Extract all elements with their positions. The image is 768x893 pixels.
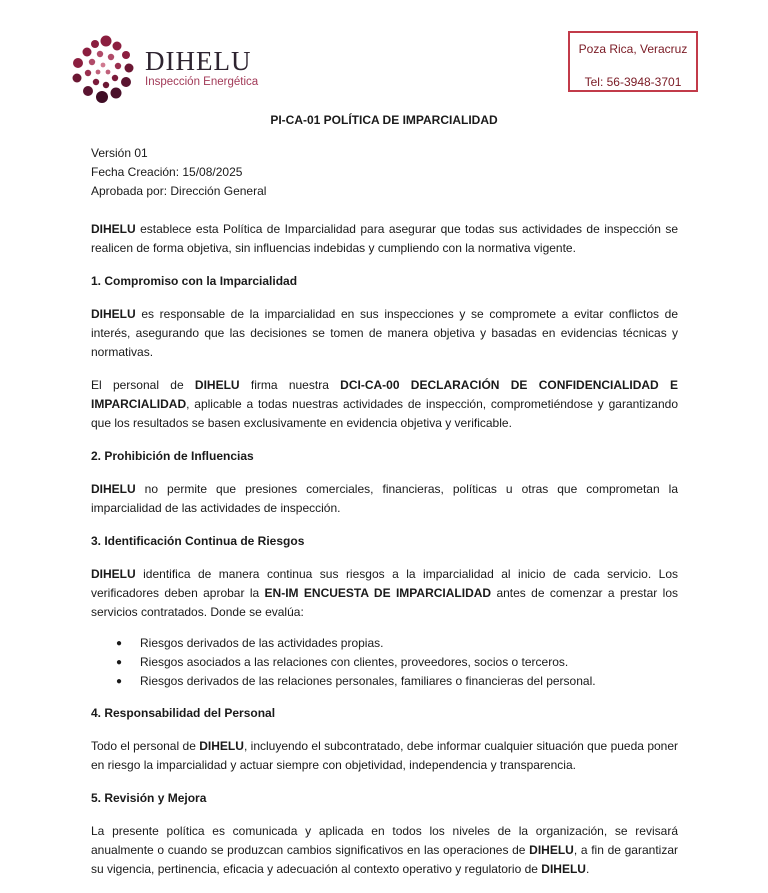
- section-2-paragraph: [91, 480, 678, 518]
- contact-box: [568, 31, 698, 92]
- company-name: DIHELU: [91, 307, 136, 321]
- contact-phone: Tel: 56-3948-3701: [584, 75, 682, 89]
- company-name: DIHELU: [541, 862, 586, 876]
- section-3-text-b: antes de comenzar a prestar los servicios contratados. Donde se evalúa:: [91, 586, 678, 619]
- section-4-text-b: , incluyendo el subcontratado, debe informar cualquier situación que pueda poner en riesgo la imparcialidad y actuar siempre con objetividad, independencia y transparencia.: [91, 739, 679, 772]
- section-5-text-b: , a fin de garantizar su vigencia, pertinencia, eficacia y adecuación al contexto operativo y regulatorio de: [91, 843, 678, 876]
- section-4-paragraph: [91, 737, 678, 775]
- document-title: PI-CA-01 POLÍTICA DE IMPARCIALIDAD: [270, 113, 498, 127]
- creation-date-line: Fecha Creación: 15/08/2025: [91, 165, 243, 179]
- intro-text: establece esta Política de Imparcialidad para asegurar que todas sus actividades de inspección se realicen de forma objetiva, sin influencias indebidas y cumpliendo con la normativa vigente.: [91, 222, 678, 255]
- document-metadata: [91, 144, 678, 201]
- list-item-text: Riesgos derivados de las relaciones personales, familiares o financieras del personal.: [140, 674, 596, 688]
- company-name: DIHELU: [199, 739, 244, 753]
- list-item-text: Riesgos derivados de las actividades propias.: [140, 636, 384, 650]
- section-1-heading: 1. Compromiso con la Imparcialidad: [91, 274, 298, 288]
- section-2-text: no permite que presiones comerciales, financieras, políticas u otras que comprometan la imparcialidad de las actividades de inspección.: [91, 482, 678, 515]
- section-4-text-a: Todo el personal de: [91, 739, 200, 753]
- section-1-paragraph-2: [91, 376, 678, 433]
- survey-document-name: EN-IM ENCUESTA DE IMPARCIALIDAD: [264, 586, 492, 600]
- bullet-icon: ●: [116, 657, 123, 668]
- version-line: Versión 01: [91, 146, 148, 160]
- document-body: [91, 144, 678, 893]
- list-item: [116, 672, 678, 691]
- section-4-heading: 4. Responsabilidad del Personal: [91, 706, 276, 720]
- section-3-text-a: identifica de manera continua sus riesgos a la imparcialidad al inicio de cada servicio. Los verificadores deben aprobar la: [91, 567, 678, 600]
- list-item: [116, 653, 678, 672]
- section-5-heading: 5. Revisión y Mejora: [91, 791, 207, 805]
- company-name: DIHELU: [91, 567, 136, 581]
- section-3-paragraph: [91, 565, 678, 622]
- section-1-text-2b: firma nuestra: [239, 378, 341, 392]
- company-name: DIHELU: [91, 482, 136, 496]
- section-5-text-c: .: [585, 862, 590, 876]
- intro-paragraph: [91, 220, 678, 258]
- list-item-text: Riesgos asociados a las relaciones con clientes, proveedores, socios o terceros.: [140, 655, 569, 669]
- declaration-document-name: DCI-CA-00 DECLARACIÓN DE CONFIDENCIALIDAD E IMPARCIALIDAD: [91, 378, 678, 411]
- section-1-text-2a: El personal de: [91, 378, 195, 392]
- list-item: [116, 634, 678, 653]
- risk-list: [91, 634, 678, 691]
- brand-name: DIHELU: [145, 46, 252, 76]
- section-1-text-1: es responsable de la imparcialidad en sus inspecciones y se compromete a evitar conflictos de interés, asegurando que las decisiones se tomen de manera objetiva y basadas en evidencias técnicas y normativas.: [91, 307, 678, 359]
- company-name: DIHELU: [529, 843, 574, 857]
- brand-tagline: Inspección Energética: [145, 76, 259, 88]
- logo-dots-icon: [68, 33, 140, 105]
- contact-location: Poza Rica, Veracruz: [578, 42, 688, 56]
- section-1-text-2c: , aplicable a todas nuestras actividades de inspección, comprometiéndose y garantizando que los resultados se basen exclusivamente en evidencia objetiva y verificable.: [91, 397, 678, 430]
- section-5-text-a: La presente política es comunicada y aplicada en todos los niveles de la organización, se revisará anualmente o cuando se produzcan cambios significativos en las operaciones de: [91, 824, 678, 857]
- section-3-heading: 3. Identificación Continua de Riesgos: [91, 534, 305, 548]
- bullet-icon: ●: [116, 676, 123, 687]
- company-name: DIHELU: [91, 222, 136, 236]
- section-1-paragraph-1: [91, 305, 678, 362]
- bullet-icon: ●: [116, 638, 123, 649]
- section-5-paragraph: [91, 822, 678, 879]
- company-name: DIHELU: [194, 378, 240, 392]
- company-logo: [68, 33, 268, 105]
- section-2-heading: 2. Prohibición de Influencias: [91, 449, 254, 463]
- approved-by-line: Aprobada por: Dirección General: [91, 184, 267, 198]
